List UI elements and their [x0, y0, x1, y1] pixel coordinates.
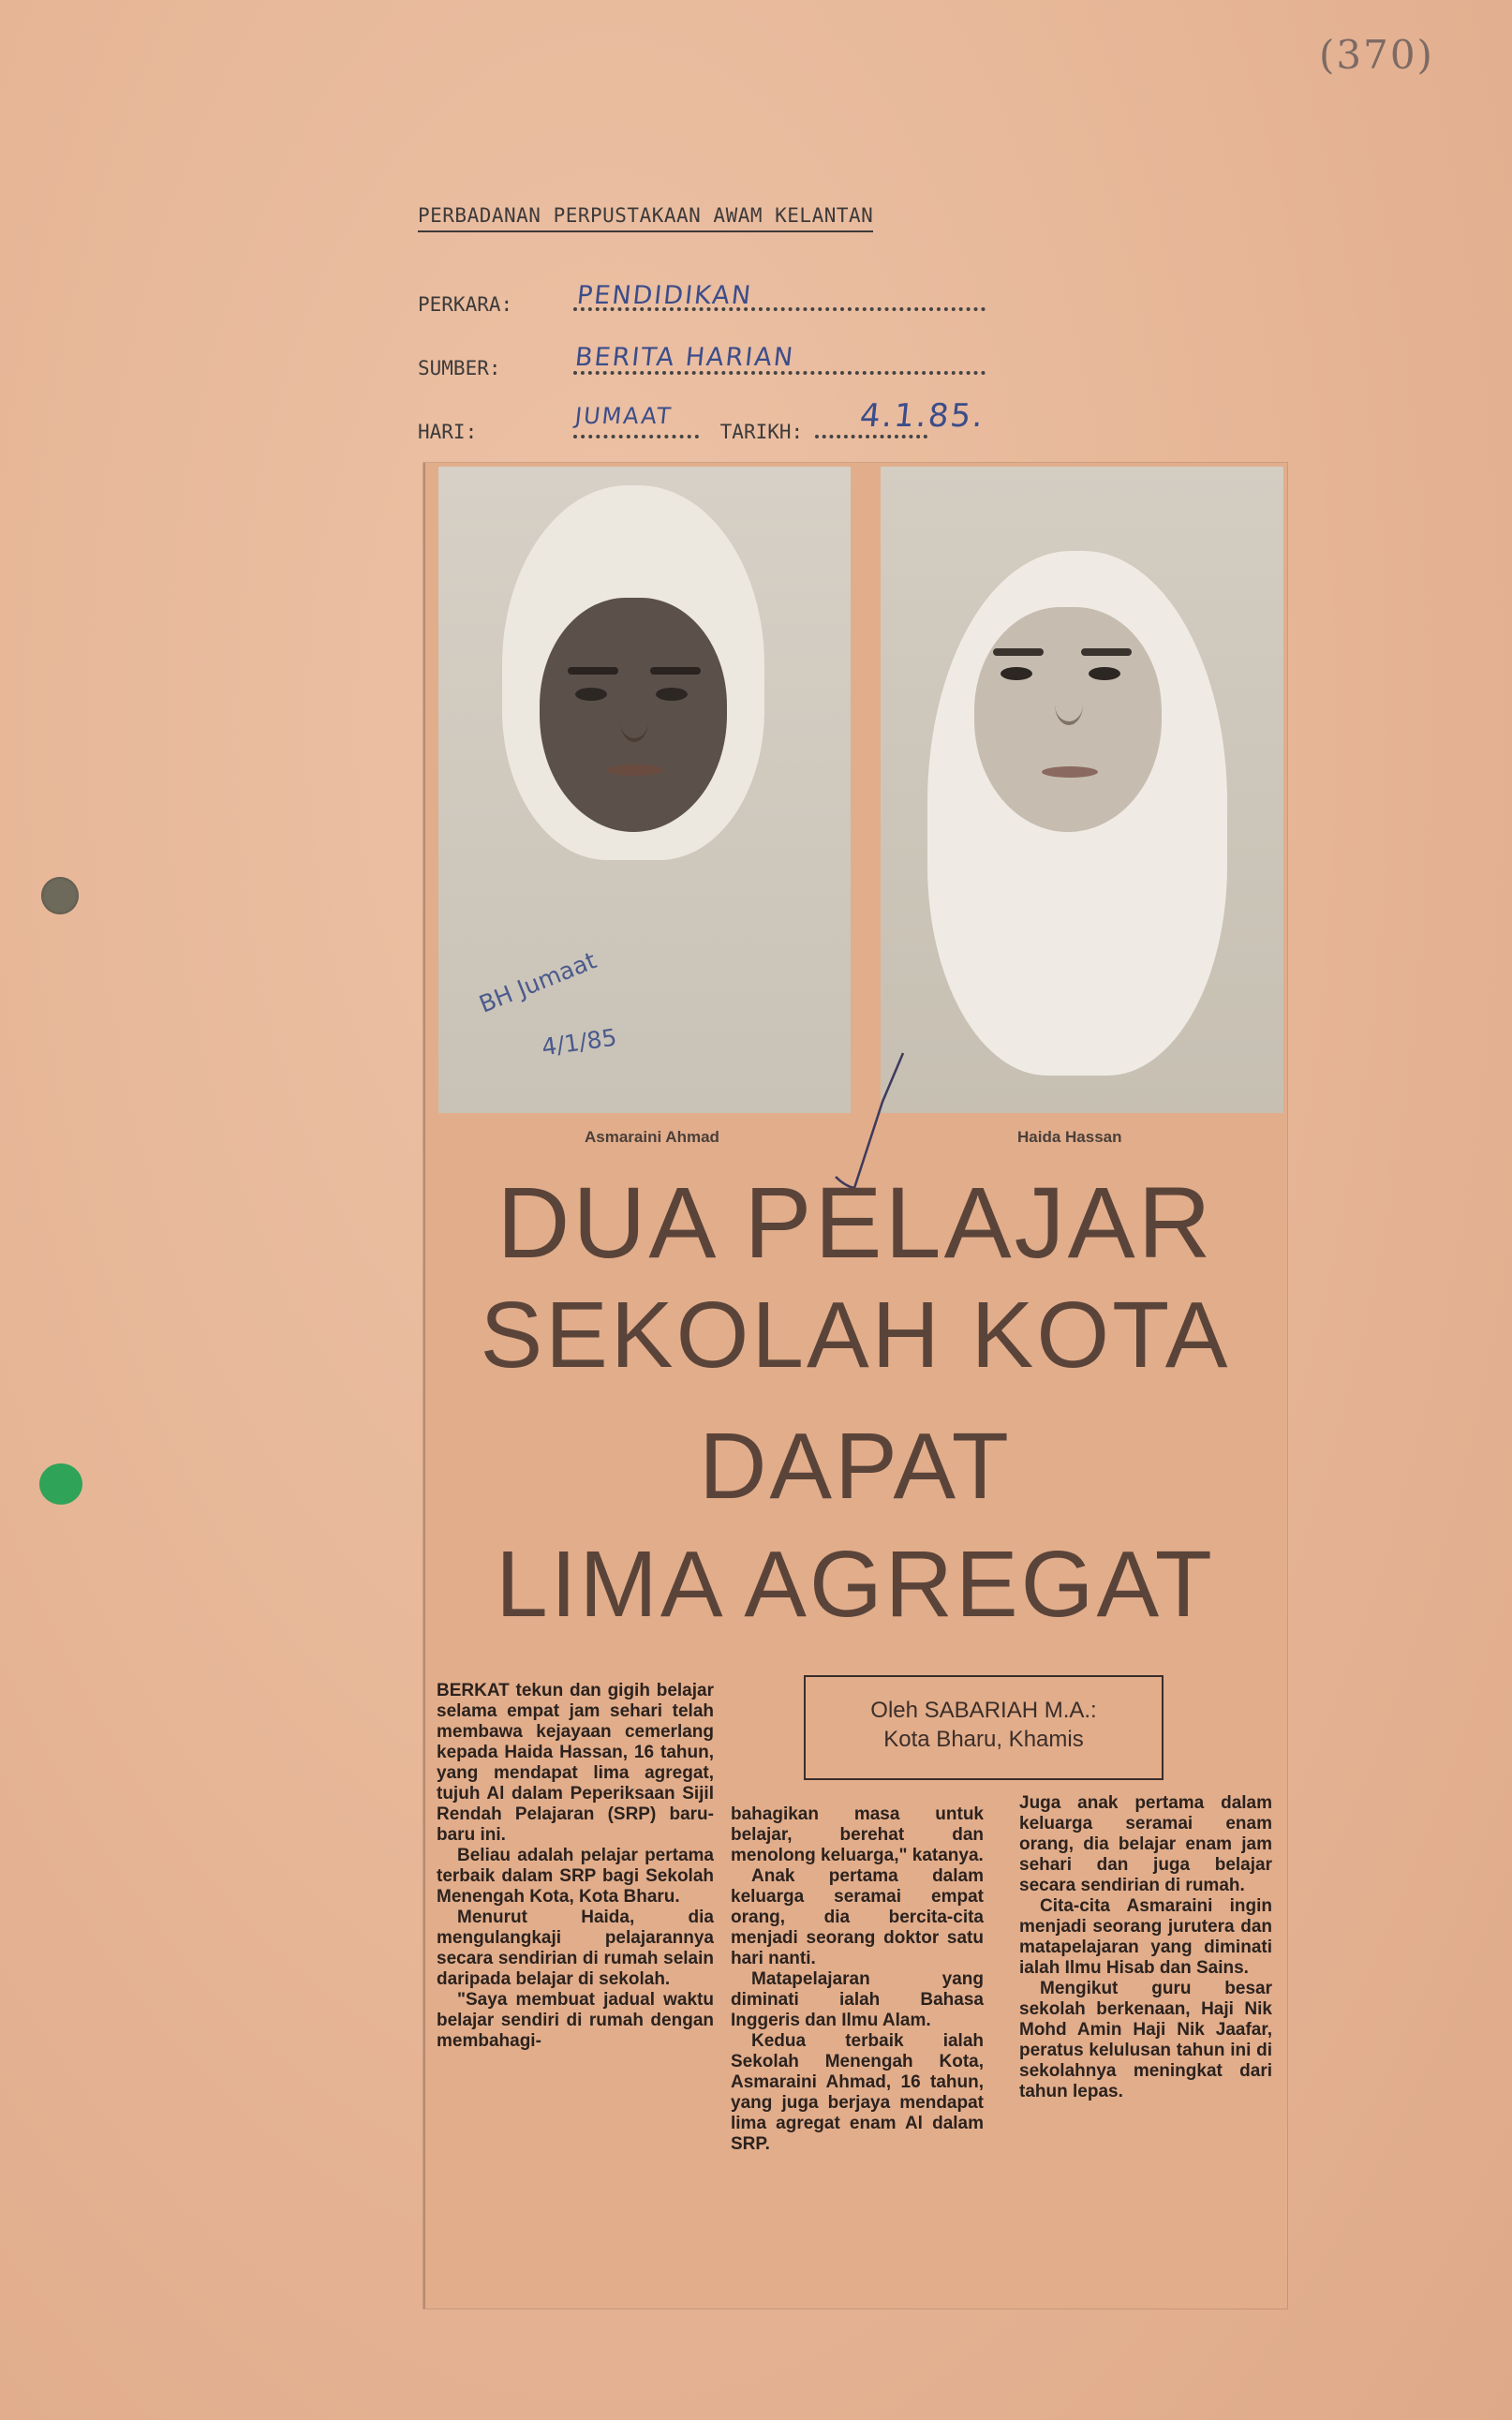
paragraph: "Saya membuat jadual waktu belajar sendiri di rumah dengan membahagi- [437, 1990, 714, 2051]
article-column-1 [437, 1681, 714, 2052]
stamp-title: PERBADANAN PERPUSTAKAAN AWAM KELANTAN [418, 204, 873, 232]
byline-location: Kota Bharu, Khamis [883, 1727, 1084, 1752]
byline-author: Oleh SABARIAH M.A.: [870, 1698, 1097, 1723]
paragraph: BERKAT tekun dan gigih belajar selama empat jam sehari telah membawa kejayaan cemerlang kepada Haida Hassan, 16 tahun, yang mendapat lima agregat, tujuh Al dalam Peperiksaan Sijil Rendah Pelajaran (SRP) baru-baru ini. [437, 1681, 714, 1845]
caption-asmaraini: Asmaraini Ahmad [585, 1128, 719, 1146]
perkara-value: PENDIDIKAN [575, 281, 754, 310]
article-column-2 [731, 1804, 984, 2155]
paragraph: Beliau adalah pelajar pertama terbaik dalam SRP bagi Sekolah Menengah Kota, Kota Bharu. [437, 1846, 714, 1907]
hari-value: JUMAAT [573, 403, 674, 429]
headline-line-1: DUA PELAJAR [497, 1165, 1214, 1279]
handwritten-annotation-1: BH Jumaat [475, 946, 600, 1018]
paragraph: Menurut Haida, dia mengulangkaji pelajarannya secara sendirian di rumah selain daripada belajar di sekolah. [437, 1908, 714, 1989]
caption-haida: Haida Hassan [1017, 1128, 1122, 1146]
paragraph: Mengikut guru besar sekolah berkenaan, Haji Nik Mohd Amin Haji Nik Jaafar, peratus kelulusan tahun ini di sekolahnya meningkat dari tahun lepas. [1019, 1979, 1272, 2101]
byline [804, 1675, 1164, 1780]
paragraph: Kedua terbaik ialah Sekolah Menengah Kota, Asmaraini Ahmad, 16 tahun, yang juga berjaya mendapat lima agregat enam Al dalam SRP. [731, 2031, 984, 2154]
perkara-label: PERKARA: [418, 293, 513, 316]
headline-line-2: SEKOLAH KOTA [480, 1283, 1231, 1388]
paragraph: bahagikan masa untuk belajar, berehat dan menolong keluarga," katanya. [731, 1804, 984, 1865]
paragraph: Cita-cita Asmaraini ingin menjadi seorang jurutera dan matapelajaran yang diminati ialah Ilmu Hisab dan Sains. [1019, 1896, 1272, 1978]
binder-hole-top [41, 877, 79, 914]
sumber-value: BERITA HARIAN [573, 343, 796, 372]
headline-line-3: DAPAT [699, 1414, 1012, 1519]
page-number: (370) [1319, 32, 1434, 78]
photo-asmaraini [438, 467, 851, 1113]
headline-line-4: LIMA AGREGAT [496, 1532, 1215, 1637]
sumber-label: SUMBER: [418, 357, 501, 379]
binder-hole-bottom [39, 1463, 82, 1505]
handwritten-annotation-2: 4/1/85 [540, 1023, 619, 1062]
paragraph: Matapelajaran yang diminati ialah Bahasa Inggeris dan Ilmu Alam. [731, 1969, 984, 2030]
paragraph: Juga anak pertama dalam keluarga seramai enam orang, dia belajar enam jam sehari dan juga belajar secara sendirian di rumah. [1019, 1793, 1272, 1895]
paragraph: Anak pertama dalam keluarga seramai empat orang, dia bercita-cita menjadi seorang doktor satu hari nanti. [731, 1866, 984, 1968]
photo-haida [881, 467, 1283, 1113]
tarikh-value: 4.1.85. [857, 397, 987, 435]
newspaper-clipping [423, 463, 1287, 2309]
tarikh-label: TARIKH: [719, 421, 804, 443]
stamp-row-hari [418, 418, 927, 443]
article-column-3 [1019, 1793, 1272, 2102]
hari-label: HARI: [418, 421, 478, 443]
